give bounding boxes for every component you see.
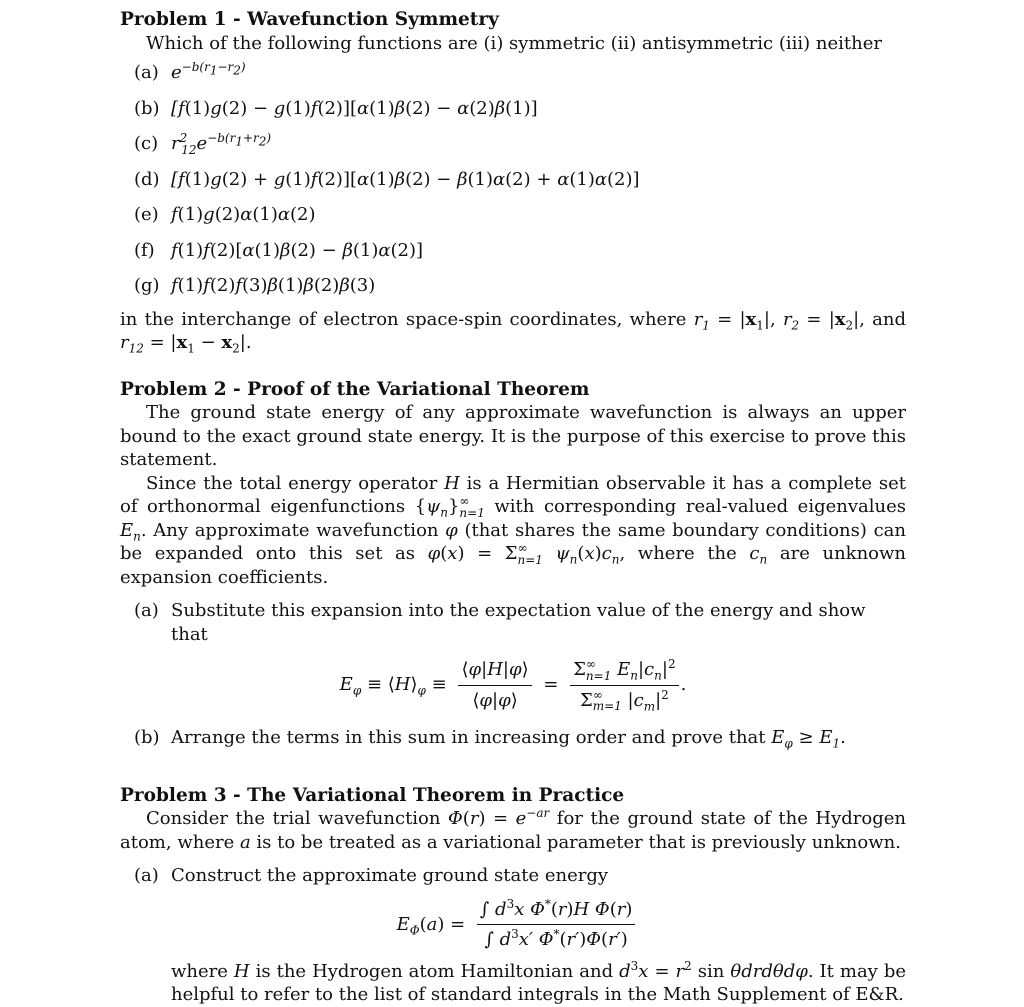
problem-1-item-a: (a) $e^{-b(r_1-r_2)}$ <box>134 61 906 85</box>
problem-2-item-b: (b) Arrange the terms in this sum in increasing order and prove that $E_\varphi \ge E_1$. <box>134 727 846 751</box>
expr-d: [f(1)g(2) + g(1)f(2)][α(1)β(2) − β(1)α(2) + α(1)α(2)] <box>171 168 640 190</box>
expr-a: $e^{-b(r_1-r_2)}$ <box>171 60 246 83</box>
problem-3-item-a: (a) Construct the approximate ground state energy <box>134 865 609 886</box>
problem-1-item-c: (c) $r^2_{12}e^{-b(r_1+r_2)}$ <box>134 132 906 156</box>
expr-c: $r^2_{12}e^{-b(r_1+r_2)}$ <box>171 131 272 157</box>
problem-1-closing: in the interchange of electron space-spin coordinates, where $r_1 = |x_1|$, $r_2 = |x_2|$, and $r_{12} = |x_1 - x_2|$. <box>120 308 907 356</box>
problem-1-intro: Which of the following functions are (i) symmetric (ii) antisymmetric (iii) neither <box>146 32 882 54</box>
problem-2-para-2: Since the total energy operator H is a Hermitian observable it has a complete set of orthonormal eigenfunctions $\{\psi_n\}^\infty_{n=1}$ with corresponding real-valued eigenvalues $E_n$. Any approximate wavefunction φ (that shares the same boundary conditions) can be expanded onto this set as $\varphi(x) = \Sigma^\infty_{n=1}$ $\psi_n(x)c_n$, where the $c_n$ are unknown expansion coefficients. <box>120 472 906 588</box>
expr-b: [f(1)g(2) − g(1)f(2)][α(1)β(2) − α(2)β(1)] <box>171 97 538 119</box>
problem-1-item-d: (d) [f(1)g(2) + g(1)f(2)][α(1)β(2) − β(1)α(2) + α(1)α(2)] <box>134 168 906 192</box>
expr-g: f(1)f(2)f(3)β(1)β(2)β(3) <box>171 275 376 296</box>
problem-3-title: Problem 3 - The Variational Theorem in Practice <box>120 784 625 806</box>
problem-1-title: Problem 1 - Wavefunction Symmetry <box>120 9 499 30</box>
problem-1-item-b: (b) [f(1)g(2) − g(1)f(2)][α(1)β(2) − α(2)β(1)] <box>134 97 906 121</box>
expr-f: f(1)f(2)[α(1)β(2) − β(1)α(2)] <box>171 239 424 261</box>
problem-2-title: Problem 2 - Proof of the Variational Theorem <box>120 378 590 400</box>
problem-3-para-1: Consider the trial wavefunction $\Phi(r) = e^{-ar}$ for the ground state of the Hydrogen atom, where a is to be treated as a variational parameter that is previously unknown. <box>120 806 906 853</box>
problem-1-item-f: (f) f(1)f(2)[α(1)β(2) − β(1)α(2)] <box>134 239 906 263</box>
problem-1-item-e: (e) f(1)g(2)α(1)α(2) <box>134 203 906 227</box>
expr-e: f(1)g(2)α(1)α(2) <box>171 204 316 225</box>
equation-trial-energy: $E_\Phi(a)$ = $\frac{\int d^3x \Phi^*(r)H \Phi(r)}{\int d^3x' \Phi^*(r')\Phi(r')}$ <box>120 898 906 952</box>
problem-2-para-1: The ground state energy of any approximate wavefunction is always an upper bound to the exact ground state energy. It is the purpose of this exercise to prove this statement. <box>120 402 906 470</box>
document-page <box>120 8 906 1007</box>
problem-2-item-a: (a) Substitute this expansion into the expectation value of the energy and show that <box>134 600 866 645</box>
equation-expectation-energy: $E_\varphi$ ≡ $⟨H⟩_\varphi$ ≡ $\frac{⟨\varphi|H|\varphi⟩}{⟨\varphi|\varphi⟩}$ = $\frac{\Sigma^\infty_{n=1} E_n|c_n|^2}{\Sigma^\infty_{m=1} |c_m|^2}$ . <box>339 657 687 714</box>
problem-3-after-equation: where H is the Hydrogen atom Hamiltonian and $d^3x = r^2$ sin θdrdθdφ. It may be helpful to refer to the list of standard integrals in the Math Supplement of E&R. <box>171 958 907 1005</box>
problem-1-item-g: (g) f(1)f(2)f(3)β(1)β(2)β(3) <box>134 274 906 298</box>
